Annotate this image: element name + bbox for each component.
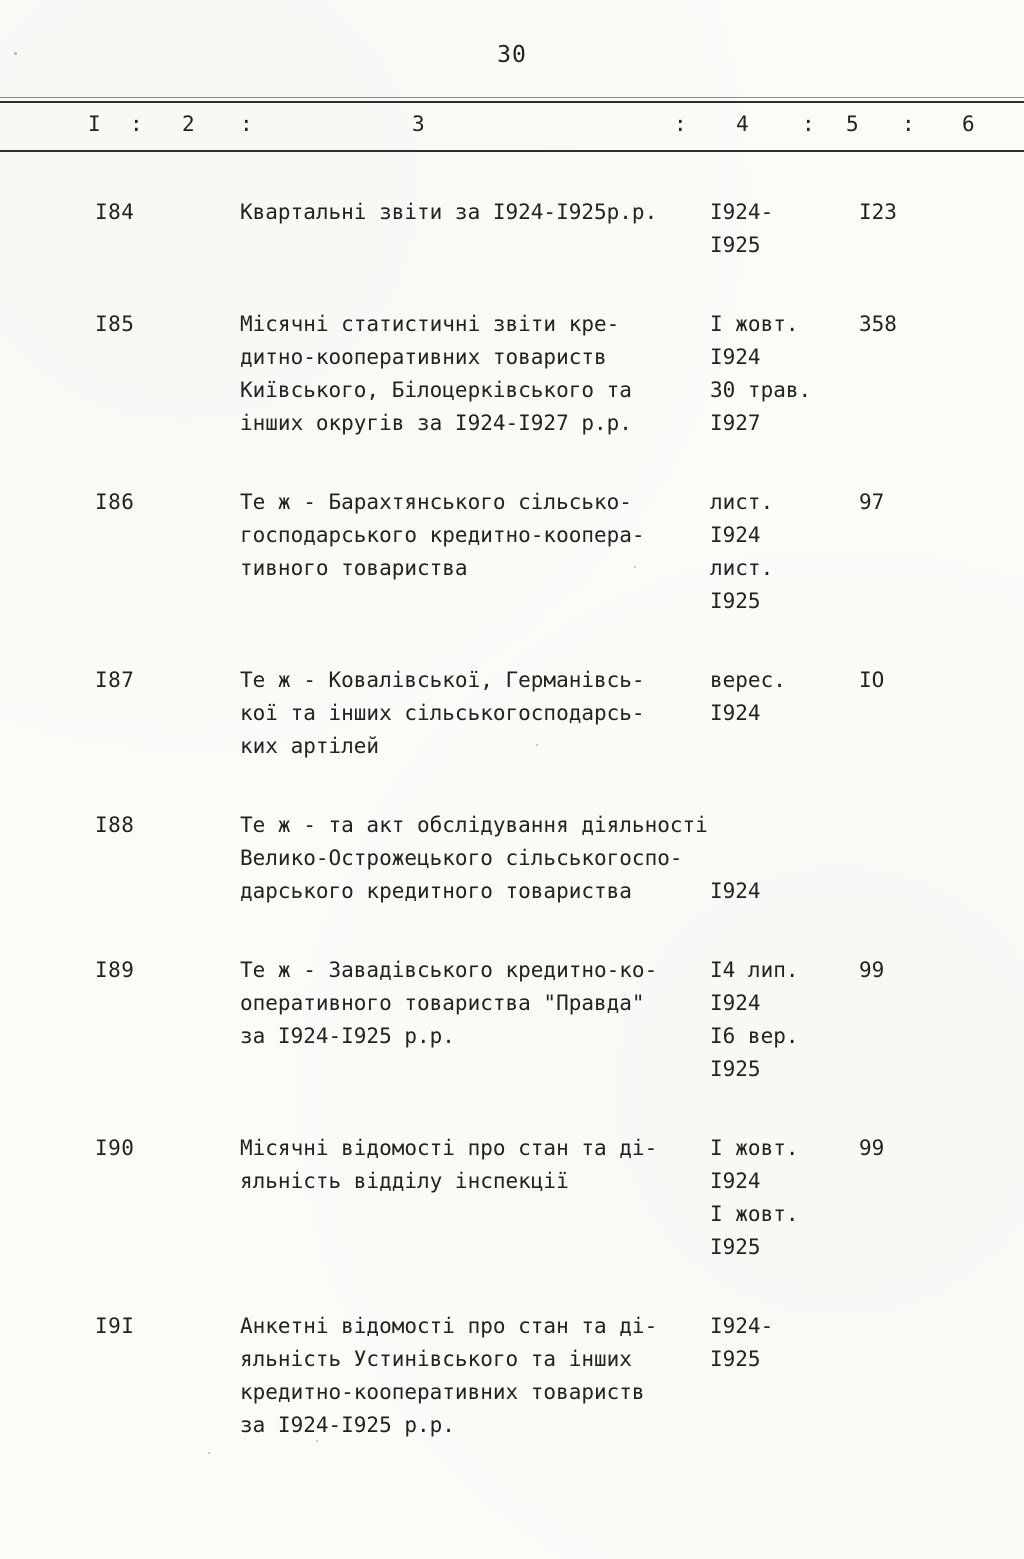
page-number: 30 xyxy=(497,42,527,68)
description-line: дитно-кооперативних товариств xyxy=(240,345,607,369)
table-row xyxy=(95,1310,1024,1442)
entry-description xyxy=(240,1132,710,1264)
date-line: I жовт. xyxy=(710,312,799,336)
entry-sheet-count: I23 xyxy=(859,200,897,224)
entry-sheet-count: 358 xyxy=(859,312,897,336)
date-line: I924 xyxy=(710,1169,761,1193)
date-line: I925 xyxy=(710,589,761,613)
column-header-cell: I xyxy=(88,112,101,136)
date-line: I925 xyxy=(710,1057,761,1081)
description-line: ких артілей xyxy=(240,734,380,758)
table-row xyxy=(95,664,1024,763)
entry-dates xyxy=(710,196,855,262)
date-line: I925 xyxy=(710,1347,761,1371)
date-line: I6 вер. xyxy=(710,1024,799,1048)
date-line xyxy=(710,809,855,842)
entry-number: I86 xyxy=(95,490,135,514)
entry-number: I89 xyxy=(95,958,135,982)
description-line: за I924-I925 р.р. xyxy=(240,1024,455,1048)
description-line: Місячні статистичні звіти кре- xyxy=(240,312,620,336)
entry-number: I88 xyxy=(95,813,135,837)
date-line: I925 xyxy=(710,1235,761,1259)
table-row xyxy=(95,1132,1024,1264)
description-line: яльність Устинівського та інших xyxy=(240,1347,632,1371)
scan-speck xyxy=(634,566,636,568)
description-line: Велико-Острожецького сільськогоспо- xyxy=(240,846,683,870)
entry-description xyxy=(240,1310,710,1442)
entry-description xyxy=(240,196,710,262)
scan-speck xyxy=(14,52,17,55)
entry-sheet-count: 99 xyxy=(859,1136,885,1160)
column-header-cell: 3 xyxy=(412,112,425,136)
column-header-cell: 2 xyxy=(182,112,195,136)
description-line: дарського кредитного товариства xyxy=(240,879,632,903)
date-line: I4 лип. xyxy=(710,958,799,982)
date-line: I924- xyxy=(710,200,774,224)
entry-sheet-count xyxy=(855,1310,965,1442)
entry-description xyxy=(240,809,710,908)
date-line: I924 xyxy=(710,523,761,547)
entry-number: I85 xyxy=(95,312,135,336)
table-row xyxy=(95,954,1024,1086)
description-line: яльність відділу інспекції xyxy=(240,1169,569,1193)
entry-description xyxy=(240,308,710,440)
date-line: I924 xyxy=(710,879,761,903)
column-header-cell: 6 xyxy=(962,112,975,136)
entry-number: I90 xyxy=(95,1136,135,1160)
entry-number: I9I xyxy=(95,1314,135,1338)
entry-number: I84 xyxy=(95,200,135,224)
date-line: I927 xyxy=(710,411,761,435)
description-line: Київського, Білоцерківського та xyxy=(240,378,632,402)
date-line: верес. xyxy=(710,668,786,692)
date-line: I924 xyxy=(710,991,761,1015)
entry-dates xyxy=(710,1132,855,1264)
entry-dates xyxy=(710,664,855,763)
entry-dates xyxy=(710,809,855,908)
description-line: господарського кредитно-коопера- xyxy=(240,523,645,547)
column-header-cell: : xyxy=(674,112,687,136)
table-row xyxy=(95,486,1024,618)
entry-sheet-count xyxy=(855,809,965,908)
table-row xyxy=(95,196,1024,262)
entry-sheet-count: 97 xyxy=(859,490,885,514)
entry-sheet-count: IO xyxy=(859,668,885,692)
description-line: за I924-I925 р.р. xyxy=(240,1413,455,1437)
date-line: I жовт. xyxy=(710,1136,799,1160)
description-line: кої та інших сільськогосподарсь- xyxy=(240,701,645,725)
column-header-cell: : xyxy=(802,112,815,136)
description-line: Те ж - та акт обслідування діяльності xyxy=(240,813,708,837)
column-header-cell: : xyxy=(240,112,253,136)
description-line: оперативного товариства "Правда" xyxy=(240,991,645,1015)
column-header-cell: : xyxy=(902,112,915,136)
description-line: Місячні відомості про стан та ді- xyxy=(240,1136,658,1160)
date-line: 30 трав. xyxy=(710,378,812,402)
entry-dates xyxy=(710,486,855,618)
entry-description xyxy=(240,664,710,763)
date-line xyxy=(710,842,855,875)
date-line: I924 xyxy=(710,345,761,369)
column-header-cell: 5 xyxy=(846,112,859,136)
date-line: лист. xyxy=(710,490,774,514)
description-line: Те ж - Завадівського кредитно-ко- xyxy=(240,958,658,982)
date-line: I924 xyxy=(710,701,761,725)
description-line: Анкетні відомості про стан та ді- xyxy=(240,1314,658,1338)
scan-speck xyxy=(208,1452,210,1454)
table-header xyxy=(0,101,1024,152)
entry-number: I87 xyxy=(95,668,135,692)
entry-dates xyxy=(710,1310,855,1442)
date-line: I924- xyxy=(710,1314,774,1338)
column-header-cell: 4 xyxy=(736,112,749,136)
date-line: лист. xyxy=(710,556,774,580)
date-line: I жовт. xyxy=(710,1202,799,1226)
description-line: Те ж - Ковалівської, Германівсь- xyxy=(240,668,645,692)
column-header-cell: : xyxy=(130,112,143,136)
table-row xyxy=(95,308,1024,440)
entry-dates xyxy=(710,954,855,1086)
entry-description xyxy=(240,954,710,1086)
description-line: кредитно-кооперативних товариств xyxy=(240,1380,645,1404)
description-line: Квартальні звіти за I924-I925р.р. xyxy=(240,200,658,224)
date-line: I925 xyxy=(710,233,761,257)
description-line: тивного товариства xyxy=(240,556,468,580)
description-line: Те ж - Барахтянського сільсько- xyxy=(240,490,632,514)
table-row xyxy=(95,809,1024,908)
description-line: інших округів за I924-I927 р.р. xyxy=(240,411,632,435)
entry-description xyxy=(240,486,710,618)
entry-sheet-count: 99 xyxy=(859,958,885,982)
entries-list xyxy=(0,196,1024,1442)
scan-speck xyxy=(536,744,538,746)
scan-speck xyxy=(316,1440,318,1442)
entry-dates xyxy=(710,308,855,440)
